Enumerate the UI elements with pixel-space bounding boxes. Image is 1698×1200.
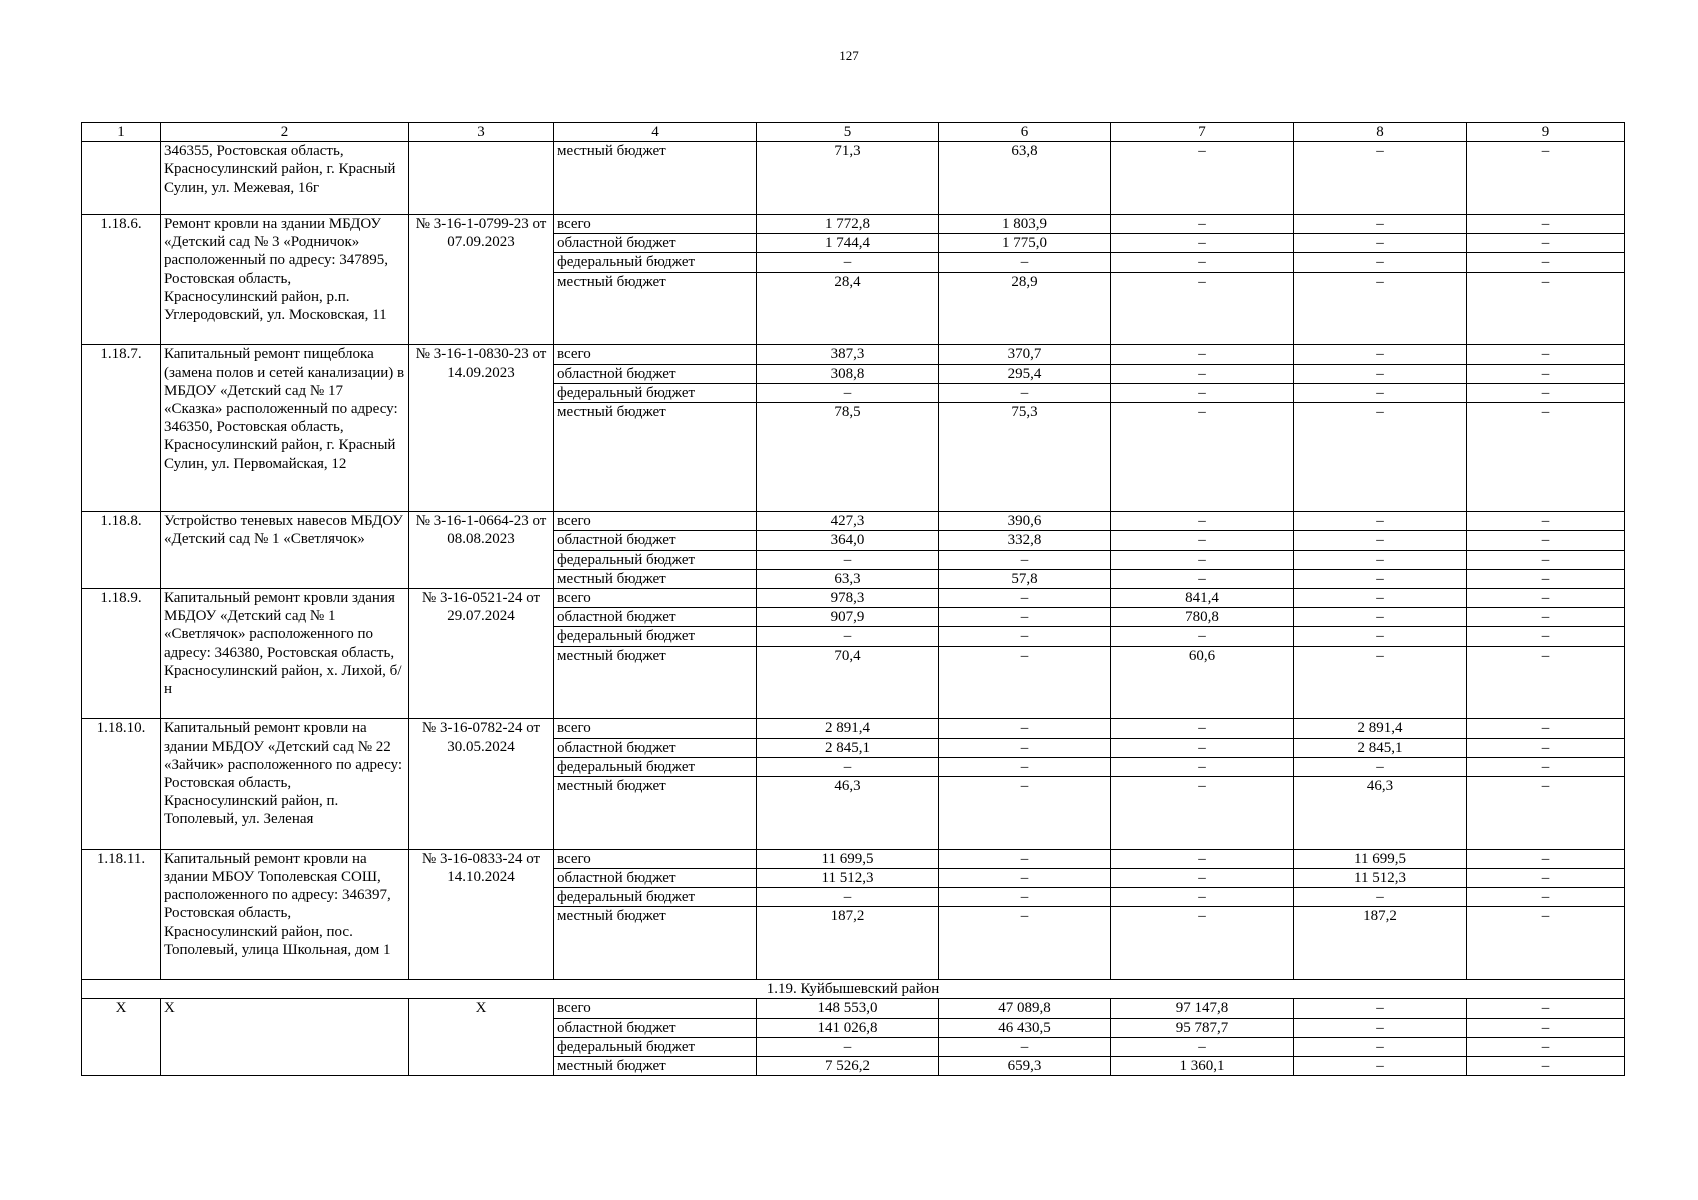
- funding-source: местный бюджет: [554, 403, 757, 512]
- amount-cell: –: [1467, 777, 1625, 850]
- amount-cell: 2 845,1: [757, 738, 939, 757]
- amount-cell: –: [1294, 253, 1467, 272]
- amount-cell: 1 772,8: [757, 215, 939, 234]
- budget-table: [81, 122, 1625, 1076]
- amount-cell: –: [1111, 345, 1294, 364]
- amount-cell: –: [1467, 550, 1625, 569]
- column-header: 8: [1294, 123, 1467, 142]
- amount-cell: –: [1294, 234, 1467, 253]
- amount-cell: 978,3: [757, 589, 939, 608]
- amount-cell: –: [1294, 1057, 1467, 1076]
- amount-cell: –: [939, 383, 1111, 402]
- document-number: [409, 142, 554, 215]
- section-title: 1.19. Куйбышевский район: [82, 980, 1625, 999]
- funding-source: всего: [554, 719, 757, 738]
- table-row: [82, 719, 1625, 738]
- amount-cell: 63,3: [757, 569, 939, 588]
- amount-cell: –: [1294, 1037, 1467, 1056]
- amount-cell: 46 430,5: [939, 1018, 1111, 1037]
- amount-cell: –: [1467, 646, 1625, 719]
- amount-cell: 57,8: [939, 569, 1111, 588]
- column-header: 7: [1111, 123, 1294, 142]
- table-row: [82, 215, 1625, 234]
- amount-cell: –: [1467, 531, 1625, 550]
- amount-cell: –: [1111, 383, 1294, 402]
- amount-cell: –: [1294, 550, 1467, 569]
- column-header: 3: [409, 123, 554, 142]
- funding-source: местный бюджет: [554, 777, 757, 850]
- funding-source: местный бюджет: [554, 646, 757, 719]
- amount-cell: 46,3: [1294, 777, 1467, 850]
- amount-cell: 295,4: [939, 364, 1111, 383]
- funding-source: федеральный бюджет: [554, 1037, 757, 1056]
- table-row: [82, 142, 1625, 215]
- amount-cell: –: [1467, 364, 1625, 383]
- page-number: 127: [839, 48, 859, 63]
- funding-source: федеральный бюджет: [554, 627, 757, 646]
- amount-cell: –: [939, 550, 1111, 569]
- amount-cell: –: [1467, 1057, 1625, 1076]
- amount-cell: –: [939, 888, 1111, 907]
- amount-cell: –: [1294, 383, 1467, 402]
- amount-cell: –: [1111, 142, 1294, 215]
- item-name: Х: [161, 999, 409, 1076]
- amount-cell: 11 512,3: [1294, 869, 1467, 888]
- amount-cell: –: [1111, 757, 1294, 776]
- amount-cell: –: [1111, 234, 1294, 253]
- amount-cell: –: [1467, 1037, 1625, 1056]
- item-name: Капитальный ремонт кровли на здании МБДОУ «Детский сад № 22 «Зайчик» расположенного по адресу: Ростовская область, Красносулинский район, п. Тополевый, ул. Зеленая: [161, 719, 409, 849]
- amount-cell: –: [1294, 1018, 1467, 1037]
- amount-cell: 907,9: [757, 608, 939, 627]
- amount-cell: 78,5: [757, 403, 939, 512]
- amount-cell: –: [1467, 569, 1625, 588]
- amount-cell: 2 845,1: [1294, 738, 1467, 757]
- column-header: 4: [554, 123, 757, 142]
- amount-cell: –: [1111, 253, 1294, 272]
- amount-cell: 7 526,2: [757, 1057, 939, 1076]
- amount-cell: 60,6: [1111, 646, 1294, 719]
- amount-cell: –: [1111, 403, 1294, 512]
- amount-cell: –: [1111, 215, 1294, 234]
- document-number: № 3-16-0833-24 от 14.10.2024: [409, 849, 554, 979]
- item-number: 1.18.11.: [82, 849, 161, 979]
- amount-cell: –: [757, 627, 939, 646]
- amount-cell: 1 744,4: [757, 234, 939, 253]
- amount-cell: –: [1111, 531, 1294, 550]
- column-header: 5: [757, 123, 939, 142]
- funding-source: областной бюджет: [554, 608, 757, 627]
- amount-cell: –: [1294, 272, 1467, 345]
- amount-cell: –: [1467, 849, 1625, 868]
- funding-source: областной бюджет: [554, 531, 757, 550]
- item-number: [82, 142, 161, 215]
- amount-cell: 28,4: [757, 272, 939, 345]
- funding-source: федеральный бюджет: [554, 888, 757, 907]
- funding-source: федеральный бюджет: [554, 383, 757, 402]
- amount-cell: –: [757, 1037, 939, 1056]
- amount-cell: –: [1467, 234, 1625, 253]
- amount-cell: –: [1294, 999, 1467, 1018]
- amount-cell: –: [939, 849, 1111, 868]
- item-name: Устройство теневых навесов МБДОУ «Детский сад № 1 «Светлячок»: [161, 512, 409, 589]
- amount-cell: –: [757, 757, 939, 776]
- item-name: 346355, Ростовская область, Красносулинский район, г. Красный Сулин, ул. Межевая, 16г: [161, 142, 409, 215]
- amount-cell: –: [1467, 738, 1625, 757]
- amount-cell: 364,0: [757, 531, 939, 550]
- document-number: № 3-16-1-0664-23 от 08.08.2023: [409, 512, 554, 589]
- item-number: 1.18.7.: [82, 345, 161, 512]
- amount-cell: –: [1467, 215, 1625, 234]
- amount-cell: 659,3: [939, 1057, 1111, 1076]
- item-number: 1.18.8.: [82, 512, 161, 589]
- funding-source: всего: [554, 512, 757, 531]
- document-number: № 3-16-0782-24 от 30.05.2024: [409, 719, 554, 849]
- amount-cell: –: [939, 719, 1111, 738]
- amount-cell: –: [1294, 403, 1467, 512]
- amount-cell: 1 775,0: [939, 234, 1111, 253]
- funding-source: областной бюджет: [554, 1018, 757, 1037]
- amount-cell: –: [1111, 888, 1294, 907]
- amount-cell: –: [1111, 550, 1294, 569]
- table-row: [82, 999, 1625, 1018]
- item-name: Капитальный ремонт кровли здания МБДОУ «Детский сад № 1 «Светлячок» расположенного по адресу: 346380, Ростовская область, Красносулинский район, х. Лихой, б/н: [161, 589, 409, 719]
- funding-source: местный бюджет: [554, 272, 757, 345]
- item-number: Х: [82, 999, 161, 1076]
- amount-cell: 370,7: [939, 345, 1111, 364]
- column-header: 2: [161, 123, 409, 142]
- amount-cell: –: [1294, 627, 1467, 646]
- amount-cell: 1 803,9: [939, 215, 1111, 234]
- funding-source: всего: [554, 589, 757, 608]
- amount-cell: –: [1111, 777, 1294, 850]
- amount-cell: –: [1294, 531, 1467, 550]
- funding-source: всего: [554, 999, 757, 1018]
- amount-cell: 75,3: [939, 403, 1111, 512]
- amount-cell: 387,3: [757, 345, 939, 364]
- amount-cell: –: [1467, 999, 1625, 1018]
- amount-cell: –: [1111, 849, 1294, 868]
- amount-cell: –: [939, 738, 1111, 757]
- funding-source: областной бюджет: [554, 869, 757, 888]
- amount-cell: 427,3: [757, 512, 939, 531]
- section-row: [82, 980, 1625, 999]
- amount-cell: –: [1467, 345, 1625, 364]
- amount-cell: –: [1294, 888, 1467, 907]
- amount-cell: 332,8: [939, 531, 1111, 550]
- amount-cell: –: [1467, 757, 1625, 776]
- amount-cell: –: [939, 253, 1111, 272]
- amount-cell: –: [1467, 142, 1625, 215]
- amount-cell: 308,8: [757, 364, 939, 383]
- amount-cell: 63,8: [939, 142, 1111, 215]
- column-header: 9: [1467, 123, 1625, 142]
- document-number: № 3-16-0521-24 от 29.07.2024: [409, 589, 554, 719]
- amount-cell: –: [1294, 512, 1467, 531]
- amount-cell: –: [1294, 142, 1467, 215]
- amount-cell: –: [1111, 738, 1294, 757]
- amount-cell: –: [1467, 589, 1625, 608]
- amount-cell: –: [939, 627, 1111, 646]
- funding-source: местный бюджет: [554, 907, 757, 980]
- funding-source: федеральный бюджет: [554, 757, 757, 776]
- amount-cell: –: [1467, 272, 1625, 345]
- amount-cell: –: [1467, 403, 1625, 512]
- amount-cell: –: [1294, 646, 1467, 719]
- item-number: 1.18.10.: [82, 719, 161, 849]
- amount-cell: –: [1467, 627, 1625, 646]
- table-row: [82, 589, 1625, 608]
- amount-cell: 1 360,1: [1111, 1057, 1294, 1076]
- amount-cell: 47 089,8: [939, 999, 1111, 1018]
- amount-cell: –: [1294, 608, 1467, 627]
- amount-cell: –: [1467, 383, 1625, 402]
- amount-cell: –: [1111, 569, 1294, 588]
- table-row: [82, 849, 1625, 868]
- amount-cell: –: [1467, 253, 1625, 272]
- funding-source: областной бюджет: [554, 234, 757, 253]
- amount-cell: 390,6: [939, 512, 1111, 531]
- amount-cell: –: [1294, 757, 1467, 776]
- amount-cell: 141 026,8: [757, 1018, 939, 1037]
- amount-cell: 70,4: [757, 646, 939, 719]
- amount-cell: –: [939, 757, 1111, 776]
- header-row: [82, 123, 1625, 142]
- funding-source: областной бюджет: [554, 364, 757, 383]
- column-header: 1: [82, 123, 161, 142]
- amount-cell: –: [1467, 608, 1625, 627]
- amount-cell: –: [1111, 364, 1294, 383]
- amount-cell: –: [1294, 345, 1467, 364]
- table-row: [82, 512, 1625, 531]
- amount-cell: –: [1111, 1037, 1294, 1056]
- amount-cell: –: [1467, 512, 1625, 531]
- amount-cell: –: [1467, 888, 1625, 907]
- amount-cell: –: [1111, 272, 1294, 345]
- column-header: 6: [939, 123, 1111, 142]
- amount-cell: 148 553,0: [757, 999, 939, 1018]
- amount-cell: –: [939, 1037, 1111, 1056]
- amount-cell: 2 891,4: [1294, 719, 1467, 738]
- amount-cell: 11 699,5: [1294, 849, 1467, 868]
- amount-cell: –: [939, 869, 1111, 888]
- amount-cell: 780,8: [1111, 608, 1294, 627]
- amount-cell: –: [1294, 364, 1467, 383]
- amount-cell: 187,2: [757, 907, 939, 980]
- amount-cell: –: [1467, 907, 1625, 980]
- amount-cell: –: [1111, 907, 1294, 980]
- funding-source: местный бюджет: [554, 142, 757, 215]
- funding-source: всего: [554, 215, 757, 234]
- amount-cell: 841,4: [1111, 589, 1294, 608]
- amount-cell: –: [939, 646, 1111, 719]
- amount-cell: 11 699,5: [757, 849, 939, 868]
- item-name: Капитальный ремонт кровли на здании МБОУ Тополевская СОШ, расположенного по адресу: 346397, Ростовская область, Красносулинский район, пос. Тополевый, улица Школьная, дом 1: [161, 849, 409, 979]
- amount-cell: –: [1467, 869, 1625, 888]
- item-name: Ремонт кровли на здании МБДОУ «Детский сад № 3 «Родничок» расположенный по адресу: 347895, Ростовская область, Красносулинский район, р.п. Углеродовский, ул. Московская, 11: [161, 215, 409, 345]
- funding-source: федеральный бюджет: [554, 550, 757, 569]
- funding-source: областной бюджет: [554, 738, 757, 757]
- amount-cell: –: [757, 888, 939, 907]
- table-row: [82, 345, 1625, 364]
- amount-cell: 95 787,7: [1111, 1018, 1294, 1037]
- funding-source: всего: [554, 345, 757, 364]
- funding-source: всего: [554, 849, 757, 868]
- amount-cell: –: [1111, 512, 1294, 531]
- funding-source: местный бюджет: [554, 569, 757, 588]
- item-number: 1.18.9.: [82, 589, 161, 719]
- amount-cell: –: [1467, 1018, 1625, 1037]
- amount-cell: –: [1111, 869, 1294, 888]
- amount-cell: –: [1111, 719, 1294, 738]
- amount-cell: –: [939, 589, 1111, 608]
- amount-cell: 2 891,4: [757, 719, 939, 738]
- funding-source: федеральный бюджет: [554, 253, 757, 272]
- item-number: 1.18.6.: [82, 215, 161, 345]
- amount-cell: –: [939, 608, 1111, 627]
- amount-cell: –: [1294, 215, 1467, 234]
- document-number: Х: [409, 999, 554, 1076]
- amount-cell: 97 147,8: [1111, 999, 1294, 1018]
- amount-cell: –: [1467, 719, 1625, 738]
- item-name: Капитальный ремонт пищеблока (замена полов и сетей канализации) в МБДОУ «Детский сад № 17 «Сказка» расположенный по адресу: 346350, Ростовская область, Красносулинский район, г. Красный Сулин, ул. Первомайская, 12: [161, 345, 409, 512]
- amount-cell: 11 512,3: [757, 869, 939, 888]
- amount-cell: –: [757, 383, 939, 402]
- document-number: № 3-16-1-0830-23 от 14.09.2023: [409, 345, 554, 512]
- amount-cell: –: [1111, 627, 1294, 646]
- amount-cell: –: [939, 907, 1111, 980]
- amount-cell: 187,2: [1294, 907, 1467, 980]
- amount-cell: 28,9: [939, 272, 1111, 345]
- funding-source: местный бюджет: [554, 1057, 757, 1076]
- amount-cell: –: [1294, 569, 1467, 588]
- amount-cell: –: [757, 550, 939, 569]
- document-number: № 3-16-1-0799-23 от 07.09.2023: [409, 215, 554, 345]
- amount-cell: –: [757, 253, 939, 272]
- amount-cell: 46,3: [757, 777, 939, 850]
- amount-cell: –: [1294, 589, 1467, 608]
- amount-cell: 71,3: [757, 142, 939, 215]
- amount-cell: –: [939, 777, 1111, 850]
